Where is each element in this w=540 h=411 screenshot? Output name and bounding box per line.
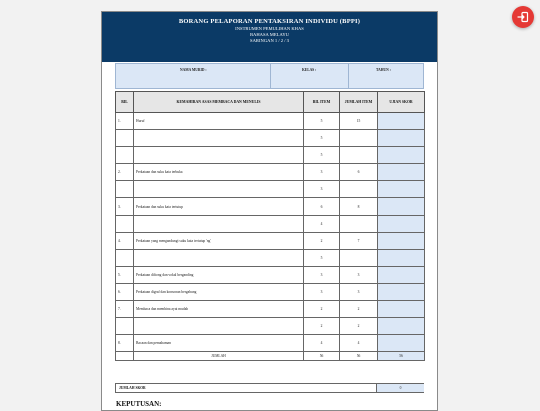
- keputusan-heading: KEPUTUSAN:: [116, 400, 162, 408]
- row-bil: 3.: [116, 198, 134, 215]
- row-jumlah-item: 6: [340, 164, 378, 181]
- document-page: [101, 11, 438, 411]
- table-row: [116, 301, 425, 318]
- row-ujian-skor[interactable]: [378, 198, 425, 215]
- row-jumlah-item: 3: [340, 266, 378, 283]
- row-skill: [134, 181, 304, 198]
- row-skill: Perkataan digraf dan konsonan bergabung: [134, 283, 304, 300]
- jumlah-skor-label: JUMLAH SKOR: [119, 386, 146, 390]
- row-bil-item: 3: [304, 266, 340, 283]
- row-bil-item: 5: [304, 249, 340, 266]
- row-ujian-skor[interactable]: [378, 335, 425, 352]
- student-info-box: [115, 63, 424, 89]
- row-jumlah-item: [340, 249, 378, 266]
- row-bil: 4.: [116, 232, 134, 249]
- table-row: [116, 147, 425, 164]
- total-row: [116, 352, 425, 361]
- row-skill: [134, 147, 304, 164]
- row-ujian-skor[interactable]: [378, 113, 425, 130]
- row-skill: [134, 249, 304, 266]
- row-ujian-skor[interactable]: [378, 164, 425, 181]
- table-row: [116, 249, 425, 266]
- row-bil: [116, 181, 134, 198]
- row-ujian-skor[interactable]: [378, 266, 425, 283]
- row-ujian-skor[interactable]: [378, 215, 425, 232]
- row-bil: 5.: [116, 266, 134, 283]
- row-jumlah-item: [340, 147, 378, 164]
- row-skill: [134, 130, 304, 147]
- row-jumlah-item: 2: [340, 318, 378, 335]
- row-bil-item: 5: [304, 130, 340, 147]
- col-header-bil: BIL: [116, 92, 134, 113]
- header-subtitle-3: SARINGAN 1 / 2 / 3: [250, 38, 289, 43]
- col-header-bil-item: BIL ITEM: [304, 92, 340, 113]
- row-ujian-skor[interactable]: [378, 181, 425, 198]
- row-ujian-skor[interactable]: [378, 249, 425, 266]
- row-bil: 8.: [116, 335, 134, 352]
- row-ujian-skor[interactable]: [378, 318, 425, 335]
- table-row: [116, 198, 425, 215]
- jumlah-skor-value[interactable]: 0: [376, 384, 424, 392]
- table-row: [116, 318, 425, 335]
- document-header: [102, 12, 437, 62]
- row-bil-item: 4: [304, 335, 340, 352]
- row-ujian-skor[interactable]: [378, 130, 425, 147]
- table-row: [116, 266, 425, 283]
- row-bil: 2.: [116, 164, 134, 181]
- row-skill: Perkataan dan suku kata terbuka: [134, 164, 304, 181]
- exit-button[interactable]: [512, 6, 534, 28]
- row-ujian-skor[interactable]: [378, 301, 425, 318]
- row-bil-item: 6: [304, 198, 340, 215]
- row-bil: [116, 249, 134, 266]
- kelas-label: KELAS :: [302, 68, 317, 72]
- row-skill: [134, 318, 304, 335]
- document-title: BORANG PELAPORAN PENTAKSIRAN INDIVIDU (BPPI): [178, 18, 361, 25]
- row-jumlah-item: 4: [340, 335, 378, 352]
- row-bil: 7.: [116, 301, 134, 318]
- row-bil-item: 3: [304, 283, 340, 300]
- row-skill: [134, 215, 304, 232]
- table-row: [116, 232, 425, 249]
- total-skor[interactable]: 56: [378, 352, 425, 361]
- row-bil-item: 2: [304, 301, 340, 318]
- total-empty-cell: [116, 352, 134, 361]
- row-bil-item: 5: [304, 113, 340, 130]
- row-ujian-skor[interactable]: [378, 232, 425, 249]
- row-jumlah-item: 2: [340, 301, 378, 318]
- row-jumlah-item: 7: [340, 232, 378, 249]
- row-jumlah-item: [340, 215, 378, 232]
- table-row: [116, 130, 425, 147]
- row-bil-item: 5: [304, 147, 340, 164]
- total-label: JUMLAH: [134, 352, 304, 361]
- row-ujian-skor[interactable]: [378, 283, 425, 300]
- total-bil-item: 56: [304, 352, 340, 361]
- table-row: [116, 181, 425, 198]
- row-bil-item: 3: [304, 164, 340, 181]
- header-subtitle-2: BAHASA MELAYU: [249, 32, 289, 37]
- row-skill: Perkataan yang mengandungi suku kata tertutup 'ng': [134, 232, 304, 249]
- row-skill: Perkataan diftong dan vokal berganding: [134, 266, 304, 283]
- jumlah-skor-box: [115, 383, 424, 393]
- row-bil: [116, 215, 134, 232]
- tahun-label: TAHUN :: [376, 68, 391, 72]
- nama-label: NAMA MURID :: [180, 68, 207, 72]
- col-header-ujian-skor: UJIAN SKOR: [378, 92, 425, 113]
- info-divider: [348, 64, 349, 88]
- row-bil: [116, 130, 134, 147]
- row-jumlah-item: [340, 181, 378, 198]
- exit-icon: [517, 11, 529, 23]
- table-row: [116, 283, 425, 300]
- col-header-jumlah-item: JUMLAH ITEM: [340, 92, 378, 113]
- row-jumlah-item: 3: [340, 283, 378, 300]
- row-jumlah-item: 15: [340, 113, 378, 130]
- row-bil-item: 2: [304, 318, 340, 335]
- row-skill: Huruf: [134, 113, 304, 130]
- row-bil-item: 2: [304, 232, 340, 249]
- row-skill: Perkataan dan suku kata tertutup: [134, 198, 304, 215]
- row-jumlah-item: [340, 130, 378, 147]
- row-ujian-skor[interactable]: [378, 147, 425, 164]
- row-bil-item: 3: [304, 181, 340, 198]
- col-header-skill: KEMAHIRAN ASAS MEMBACA DAN MENULIS: [134, 92, 304, 113]
- assessment-table: [115, 91, 425, 361]
- total-jumlah-item: 56: [340, 352, 378, 361]
- row-skill: Membaca dan membina ayat mudah: [134, 301, 304, 318]
- table-row: [116, 215, 425, 232]
- row-skill: Bacaan dan pemahaman: [134, 335, 304, 352]
- row-bil: 1.: [116, 113, 134, 130]
- table-row: [116, 335, 425, 352]
- table-header-row: [116, 92, 425, 113]
- info-divider: [270, 64, 271, 88]
- row-bil: 6.: [116, 283, 134, 300]
- row-bil: [116, 147, 134, 164]
- table-row: [116, 113, 425, 130]
- row-bil: [116, 318, 134, 335]
- header-subtitle-1: INSTRUMEN PEMULIHAN KHAS: [235, 26, 304, 31]
- table-row: [116, 164, 425, 181]
- row-bil-item: 4: [304, 215, 340, 232]
- row-jumlah-item: 8: [340, 198, 378, 215]
